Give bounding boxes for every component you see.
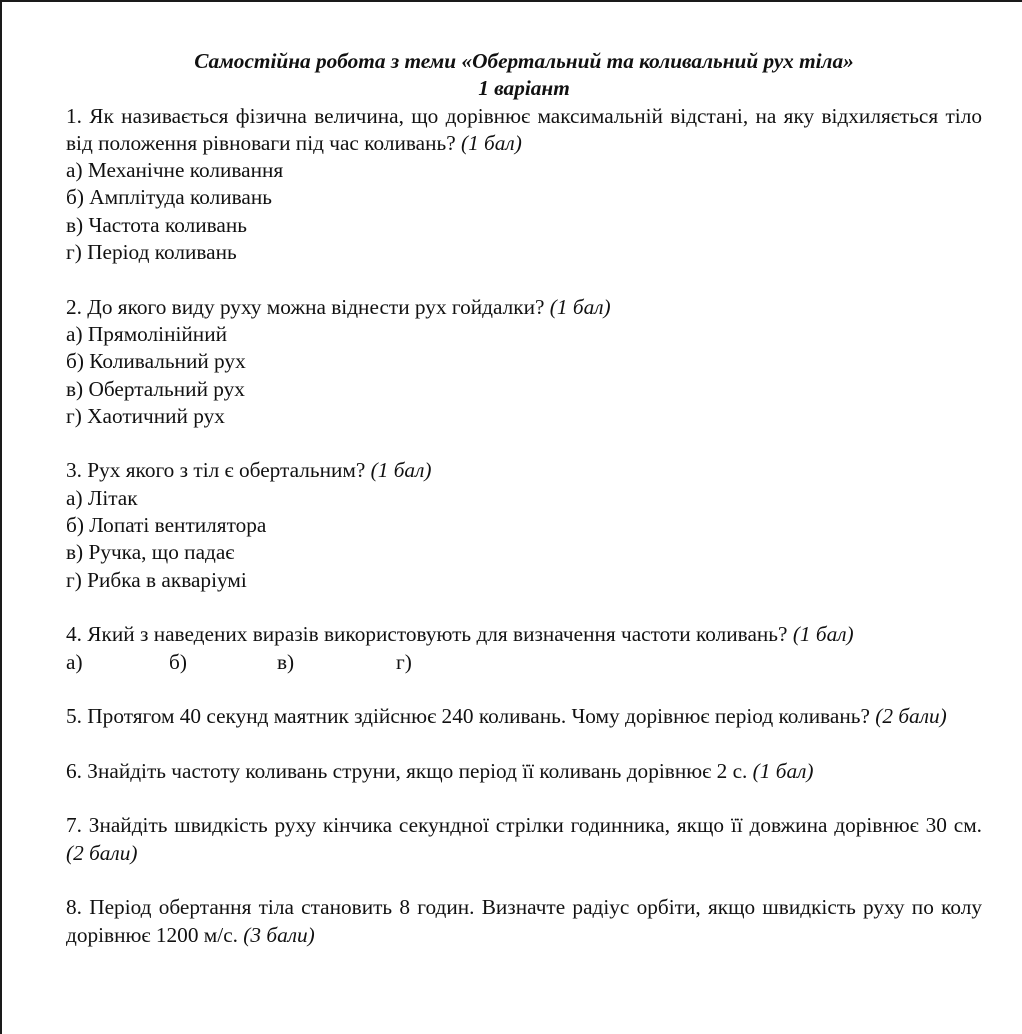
answer-option: г) Хаотичний рух bbox=[66, 403, 225, 428]
variant-label: 1 варіант bbox=[478, 76, 570, 101]
answer-option: а) Механічне коливання bbox=[66, 158, 284, 183]
points-label: (2 бали) bbox=[66, 840, 138, 865]
answer-option: а) Літак bbox=[66, 485, 138, 510]
answer-option: в) bbox=[277, 649, 295, 674]
answer-option: в) Обертальний рух bbox=[66, 376, 245, 401]
question-text: 5. Протягом 40 секунд маятник здійснює 240 коливань. Чому дорівнює період коливань? (2 бали) bbox=[66, 704, 947, 729]
answer-options-row bbox=[66, 649, 982, 676]
page-border-top bbox=[0, 0, 1022, 2]
question-text: 2. До якого виду руху можна віднести рух гойдалки? (1 бал) bbox=[66, 294, 611, 319]
answer-option: г) bbox=[396, 649, 412, 674]
question-text: 7. Знайдіть швидкість руху кінчика секундної стрілки годинника, якщо її довжина дорівнює 30 см. (2 бали) bbox=[66, 813, 982, 865]
answer-option: в) Ручка, що падає bbox=[66, 540, 235, 565]
question-4 bbox=[66, 621, 982, 676]
points-label: (1 бал) bbox=[549, 294, 611, 319]
question-6 bbox=[66, 758, 982, 785]
answer-option: а) bbox=[66, 649, 83, 674]
points-label: (2 бали) bbox=[875, 704, 947, 729]
answer-option: б) Коливальний рух bbox=[66, 349, 246, 374]
question-2 bbox=[66, 294, 982, 430]
worksheet bbox=[66, 48, 982, 949]
points-label: (1 бал) bbox=[792, 622, 854, 647]
answer-option: г) Період коливань bbox=[66, 240, 237, 265]
question-text: 1. Як називається фізична величина, що дорівнює максимальній відстані, на яку відхиляється тіло від положення рівноваги під час коливань? (1 бал) bbox=[66, 103, 982, 155]
question-5 bbox=[66, 703, 982, 730]
question-8 bbox=[66, 894, 982, 949]
question-text: 3. Рух якого з тіл є обертальним? (1 бал) bbox=[66, 458, 432, 483]
points-label: (1 бал) bbox=[370, 458, 432, 483]
points-label: (1 бал) bbox=[752, 758, 814, 783]
question-text: 4. Який з наведених виразів використовують для визначення частоти коливань? (1 бал) bbox=[66, 622, 854, 647]
answer-option: б) Лопаті вентилятора bbox=[66, 513, 267, 538]
answer-option: б) Амплітуда коливань bbox=[66, 185, 272, 210]
question-7 bbox=[66, 812, 982, 867]
question-1 bbox=[66, 103, 982, 267]
points-label: (3 бали) bbox=[243, 922, 315, 947]
question-text: 8. Період обертання тіла становить 8 годин. Визначте радіус орбіти, якщо швидкість руху по колу дорівнює 1200 м/с. (3 бали) bbox=[66, 895, 982, 947]
points-label: (1 бал) bbox=[460, 130, 522, 155]
worksheet-title: Самостійна робота з теми «Обертальний та коливальний рух тіла» bbox=[194, 49, 854, 73]
answer-option: г) Рибка в акваріумі bbox=[66, 567, 247, 592]
question-text: 6. Знайдіть частоту коливань струни, якщо період її коливань дорівнює 2 с. (1 бал) bbox=[66, 758, 814, 783]
answer-option: в) Частота коливань bbox=[66, 212, 247, 237]
answer-option: б) bbox=[169, 649, 187, 674]
question-3 bbox=[66, 457, 982, 593]
answer-option: а) Прямолінійний bbox=[66, 321, 227, 346]
page-border-left bbox=[0, 0, 2, 1034]
